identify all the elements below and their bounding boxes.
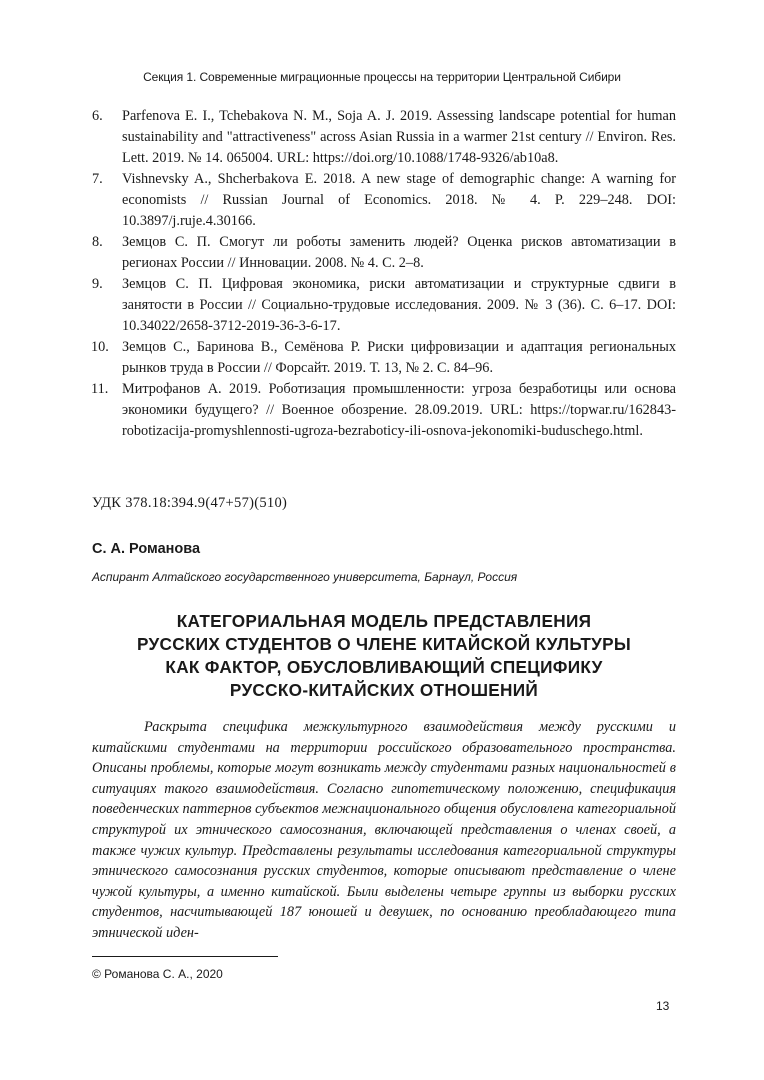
reference-text: Земцов С. П. Цифровая экономика, риски автоматизации и структурные сдвиги в занятости в России // Социально-трудовые исследования. 2009. № 3 (36). С. 6–17. DOI: 10.34022/2658-3712-2019-36-3-6-17. xyxy=(122,276,676,334)
reference-number: 9. xyxy=(92,276,103,292)
reference-item xyxy=(92,379,676,442)
reference-text: Земцов С., Баринова В., Семёнова Р. Риски цифровизации и адаптация региональных рынков труда в России // Форсайт. 2019. Т. 13, № 2. С. 84–96. xyxy=(122,339,676,376)
reference-item xyxy=(92,169,676,232)
reference-text: Vishnevsky A., Shcherbakova E. 2018. A new stage of demographic change: A warning for economists // Russian Journal of Economics. 2018. № 4. P. 229–248. DOI: 10.3897/j.ruje.4.30166. xyxy=(122,171,676,229)
title-line: РУССКО-КИТАЙСКИХ ОТНОШЕНИЙ xyxy=(229,680,539,700)
reference-number: 7. xyxy=(92,171,103,187)
title-line: КАК ФАКТОР, ОБУСЛОВЛИВАЮЩИЙ СПЕЦИФИКУ xyxy=(165,657,603,677)
reference-item xyxy=(92,274,676,337)
title-line: КАТЕГОРИАЛЬНАЯ МОДЕЛЬ ПРЕДСТАВЛЕНИЯ xyxy=(176,611,592,631)
reference-text: Parfenova E. I., Tchebakova N. M., Soja A. J. 2019. Assessing landscape potential for human sustainability and "attractiveness" across Asian Russia in a warmer 21st century // Environ. Res. Lett. 2019. № 14. 065004. URL: https://doi.org/10.1088/1748-9326/ab10a8. xyxy=(122,108,676,166)
running-header: Секция 1. Современные миграционные процессы на территории Центральной Сибири xyxy=(143,70,621,84)
reference-number: 8. xyxy=(92,234,103,250)
page-number: 13 xyxy=(656,999,670,1013)
author-name: С. А. Романова xyxy=(92,541,201,557)
footnote-divider xyxy=(92,956,278,957)
udk-code: УДК 378.18:394.9(47+57)(510) xyxy=(92,495,288,511)
article-title xyxy=(92,610,676,702)
reference-number: 11. xyxy=(91,381,109,397)
reference-text: Земцов С. П. Смогут ли роботы заменить людей? Оценка рисков автоматизации в регионах России // Инновации. 2008. № 4. С. 2–8. xyxy=(122,234,676,271)
title-line: РУССКИХ СТУДЕНТОВ О ЧЛЕНЕ КИТАЙСКОЙ КУЛЬТУРЫ xyxy=(136,634,632,654)
author-affiliation: Аспирант Алтайского государственного университета, Барнаул, Россия xyxy=(92,570,518,584)
reference-item xyxy=(92,232,676,274)
reference-list xyxy=(92,106,676,442)
copyright-note: © Романова С. А., 2020 xyxy=(92,967,223,981)
reference-item xyxy=(92,337,676,379)
reference-text: Митрофанов А. 2019. Роботизация промышленности: угроза безработицы или основа экономики будущего? // Военное обозрение. 28.09.2019. URL: https://topwar.ru/162843-robotizacija-promyshlennosti-ugroza-bezraboticy-ili-osnova-jekonomiki-buduschego.html. xyxy=(122,381,676,439)
reference-item xyxy=(92,106,676,169)
reference-number: 10. xyxy=(91,339,109,355)
abstract: Раскрыта специфика межкультурного взаимодействия между русскими и китайскими студентами на территории российского образовательного пространства. Описаны проблемы, которые могут возникать между студентами разных национальностей в ситуациях такого взаимодействия. Согласно гипотетическому положению, спецификация поведенческих паттернов субъектов межнационального общения обусловлена категориальной структурой их этнического самосознания, включающей представления о членах своей, а также чужих культур. Представлены результаты исследования категориальной структуры этнического самосознания русских студентов, которые описывают представление о члене чужой культуры, а именно китайской. Были выделены четыре группы из выборки русских студентов, насчитывающей 187 юношей и девушек, по основанию преобладающего типа этнической иден- xyxy=(92,719,676,941)
reference-number: 6. xyxy=(92,108,103,124)
